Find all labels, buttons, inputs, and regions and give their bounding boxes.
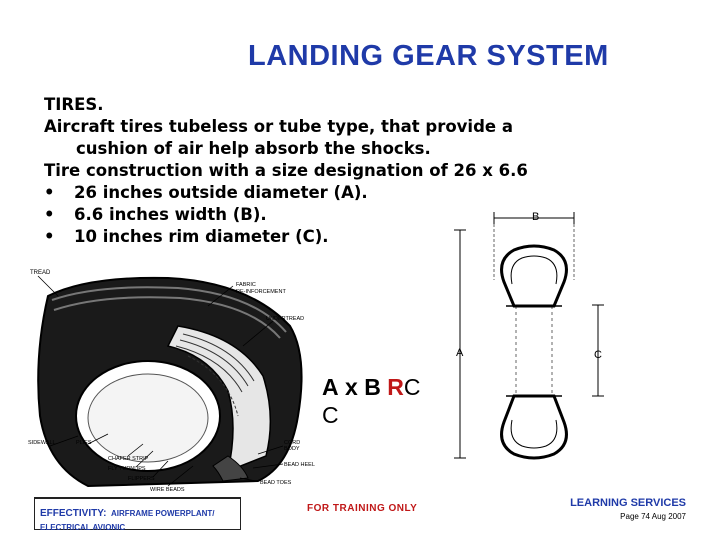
bullet-text: 26 inches outside diameter (A).	[74, 183, 368, 202]
size-formula	[322, 373, 420, 429]
label-cord-body-2: BODY	[284, 446, 300, 452]
label-cord-body: CORD	[284, 440, 301, 446]
bullet-text: 10 inches rim diameter (C).	[74, 227, 329, 246]
dimension-label-c: C	[594, 349, 602, 361]
label-fly-turnups: FLY TURNUPS	[108, 466, 146, 472]
label-sidewall: SIDEWALL	[28, 440, 56, 446]
page-title: LANDING GEAR SYSTEM	[248, 40, 609, 72]
formula-line-2: C	[322, 402, 339, 428]
formula-a: A	[322, 374, 339, 400]
dimension-label-b: B	[532, 211, 540, 223]
paragraph-line: Tire construction with a size designation of 26 x 6.6	[44, 161, 528, 180]
paragraph-line: cushion of air help absorb the shocks.	[76, 139, 431, 158]
training-notice: FOR TRAINING ONLY	[307, 503, 418, 514]
label-undertread: UNDERTREAD	[266, 316, 305, 322]
dimension-label-a: A	[456, 347, 464, 359]
label-wire-beads: WIRE BEADS	[150, 487, 185, 493]
label-plies: PLIES	[76, 440, 92, 446]
label-fabric: FABRIC	[236, 282, 256, 288]
label-tread: TREAD	[30, 270, 51, 276]
learning-services: LEARNING SERVICES	[570, 497, 686, 509]
formula-line-1	[322, 373, 420, 401]
footer-right	[570, 497, 686, 521]
section-heading: TIRES.	[44, 95, 104, 114]
formula-b: B	[364, 374, 381, 400]
bullet-icon: •	[44, 227, 55, 246]
effectivity-value: AIRFRAME POWERPLANT/	[110, 509, 215, 518]
effectivity-box	[34, 497, 241, 530]
label-chafer-strip: CHAFER STRIP	[108, 456, 149, 462]
formula-c: C	[403, 374, 421, 400]
tire-dimension-diagram	[446, 200, 626, 480]
label-reinforcement: RE-INFORCEMENT	[236, 289, 286, 295]
label-bead-heel: BEAD HEEL	[284, 462, 315, 468]
bullet-text: 6.6 inches width (B).	[74, 205, 267, 224]
bullet-icon: •	[44, 205, 55, 224]
paragraph-line: Aircraft tires tubeless or tube type, that provide a	[44, 117, 513, 136]
effectivity-line2: ELECTRICAL AVIONIC	[40, 523, 126, 532]
effectivity-label: EFFECTIVITY:	[40, 508, 107, 519]
formula-r: R	[387, 374, 404, 400]
tire-cutaway-illustration	[28, 266, 328, 498]
label-bead-toes: BEAD TOES	[260, 480, 292, 486]
label-flippers: FLIPPERS	[128, 476, 155, 482]
formula-x: x	[345, 374, 358, 400]
page-info: Page 74 Aug 2007	[620, 512, 686, 521]
bullet-icon: •	[44, 183, 55, 202]
